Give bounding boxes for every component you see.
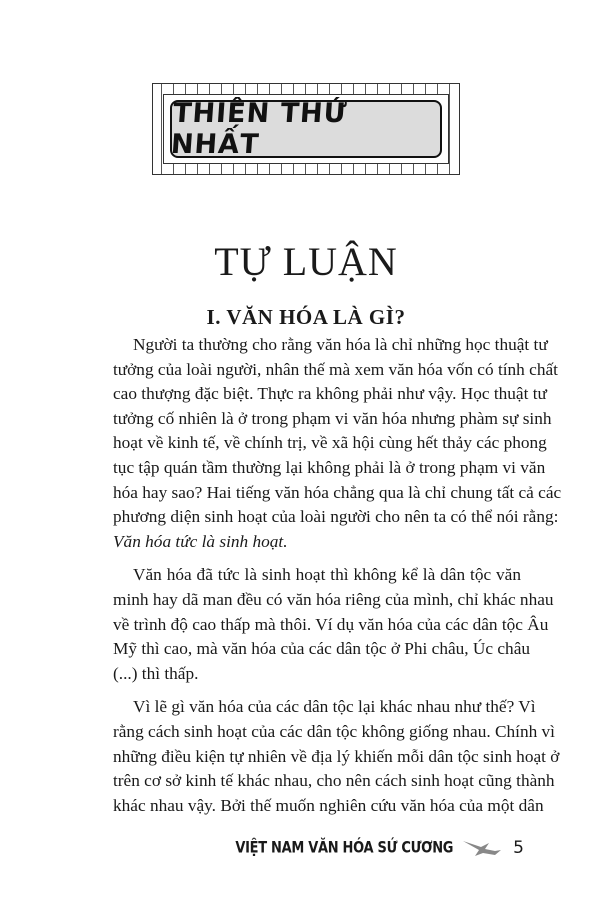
page-footer bbox=[235, 838, 524, 858]
chapter-title: TỰ LUẬN bbox=[214, 239, 398, 284]
bird-ornament-icon bbox=[461, 838, 505, 858]
text-line: Người ta thường cho rằng văn hóa là chỉ những học thuật tư bbox=[133, 335, 548, 354]
banner-border bbox=[163, 94, 449, 164]
text-line: minh hay dã man đều có văn hóa riêng của mình, chỉ khác nhau bbox=[113, 589, 554, 609]
text-line-italic bbox=[113, 530, 521, 555]
text-line: tưởng cố nhiên là ở trong phạm vi văn hóa nhưng phàm sự sinh bbox=[113, 408, 552, 428]
footer-book-title: VIỆT NAM VĂN HÓA SỬ CƯƠNG bbox=[235, 839, 454, 857]
banner-title: THIÊN THỨ NHẤT bbox=[169, 98, 349, 160]
text-line: Mỹ thì cao, mà văn hóa của các dân tộc ở Phi châu, Úc châu bbox=[113, 639, 531, 659]
paragraph-3 bbox=[113, 695, 560, 818]
paragraph-2 bbox=[113, 563, 554, 686]
page-number: 5 bbox=[513, 838, 524, 858]
banner-plate bbox=[170, 100, 442, 158]
chapter-banner-frame bbox=[152, 83, 460, 175]
text-line: tưởng của loài người, nhân thế mà xem văn hóa vốn có tính chất bbox=[113, 359, 558, 379]
text-line: rằng cách sinh hoạt của các dân tộc không giống nhau. Chính vì bbox=[113, 721, 555, 741]
text-line: khác nhau vậy. Bởi thế muốn nghiên cứu văn hóa của một dân bbox=[113, 795, 544, 815]
text-line: những điều kiện tự nhiên về địa lý khiến mỗi dân tộc sinh hoạt ở bbox=[113, 746, 560, 766]
text-line: tục tập quán tầm thường lại không phải là ở trong phạm vi văn bbox=[113, 457, 546, 477]
text-line: cao thượng đặc biệt. Thực ra không phải như vậy. Học thuật tư bbox=[113, 384, 547, 404]
text-line: về trình độ cao thấp mà thôi. Ví dụ văn hóa của các dân tộc Âu bbox=[113, 614, 549, 634]
body-text bbox=[113, 333, 562, 827]
section-heading: I. VĂN HÓA LÀ GÌ? bbox=[206, 305, 406, 329]
text-line: trên cơ sở kinh tế khác nhau, cho nên cách sinh hoạt cũng thành bbox=[113, 771, 555, 791]
emphasis: Văn hóa tức là sinh hoạt. bbox=[113, 531, 288, 551]
paragraph-1 bbox=[113, 333, 562, 554]
text-line: Văn hóa đã tức là sinh hoạt thì không kể là dân tộc văn bbox=[133, 565, 521, 585]
text-line: hoạt về kinh tế, về chính trị, về xã hội cùng hết thảy các phong bbox=[113, 433, 547, 453]
text-line: Vì lẽ gì văn hóa của các dân tộc lại khác nhau như thế? Vì bbox=[133, 697, 536, 717]
text-line: phương diện sinh hoạt của loài người cho nên ta có thể nói rằng: bbox=[113, 507, 559, 527]
text-line: (...) thì thấp. bbox=[113, 663, 199, 683]
text-line: hóa hay sao? Hai tiếng văn hóa chẳng qua là chỉ chung tất cả các bbox=[113, 482, 562, 502]
